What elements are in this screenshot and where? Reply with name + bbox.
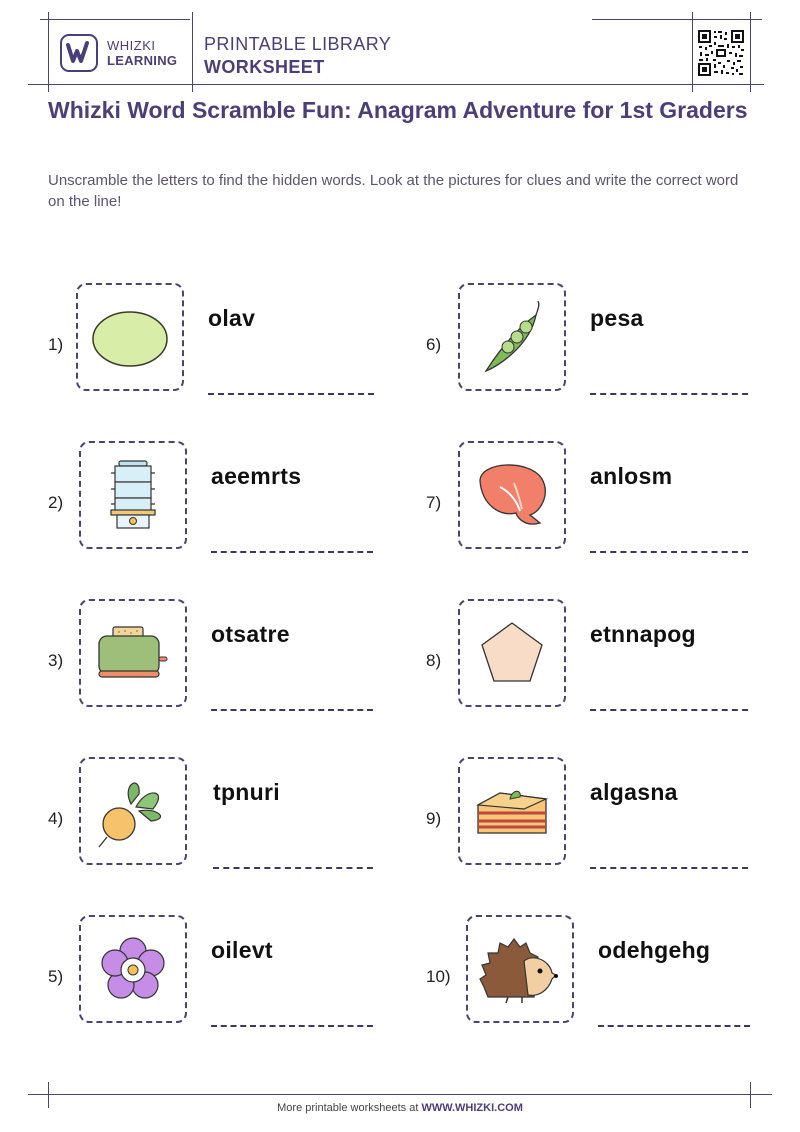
answer-line[interactable]: [211, 709, 373, 711]
answer-line[interactable]: [211, 551, 373, 553]
header-divider-mid: [192, 12, 193, 92]
item-number: 6): [426, 335, 442, 354]
exercise-item-9: [426, 757, 786, 877]
worksheet-instructions: Unscramble the letters to find the hidden words. Look at the pictures for clues and write the correct word on the line!: [48, 172, 739, 210]
exercise-item-7: [426, 441, 786, 561]
scrambled-word: otsatre: [211, 621, 290, 647]
item-number: 3): [48, 651, 64, 670]
item-number: 5): [48, 967, 64, 986]
scrambled-word: pesa: [590, 305, 644, 331]
brand-name-top: WHIZKI: [107, 38, 156, 53]
exercise-item-2: [48, 441, 408, 561]
salmon-steak-icon: [458, 441, 566, 549]
header-divider-far-right: [750, 12, 751, 92]
item-number: 8): [426, 651, 442, 670]
answer-line[interactable]: [208, 393, 374, 395]
exercise-item-10: [426, 915, 786, 1035]
qr-code-icon[interactable]: [697, 29, 745, 77]
oval-icon: [76, 283, 184, 391]
header-top-rule-right: [592, 19, 762, 20]
worksheet-title: Whizki Word Scramble Fun: Anagram Adventure for 1st Graders: [48, 97, 748, 123]
scrambled-word: anlosm: [590, 463, 673, 489]
item-number: 7): [426, 493, 442, 512]
exercise-item-8: [426, 599, 786, 719]
footer-text: [0, 1102, 800, 1114]
answer-line[interactable]: [590, 393, 748, 395]
scrambled-word: tpnuri: [213, 779, 280, 805]
scrambled-word: etnnapog: [590, 621, 696, 647]
exercise-item-4: [48, 757, 408, 877]
header-divider-right: [692, 12, 693, 92]
answer-line[interactable]: [590, 867, 748, 869]
pentagon-icon: [458, 599, 566, 707]
peas-pod-icon: [458, 283, 566, 391]
violet-flower-icon: [79, 915, 187, 1023]
item-number: 4): [48, 809, 64, 828]
exercise-item-5: [48, 915, 408, 1035]
footer-rule: [28, 1094, 772, 1095]
scrambled-word: olav: [208, 305, 256, 331]
footer-site-link[interactable]: WWW.WHIZKI.COM: [421, 1102, 523, 1114]
toaster-icon: [79, 599, 187, 707]
answer-line[interactable]: [211, 1025, 373, 1027]
whizki-w-logo-icon: [60, 34, 98, 72]
steamer-icon: [79, 441, 187, 549]
answer-line[interactable]: [590, 551, 748, 553]
library-subtitle: WORKSHEET: [204, 57, 325, 77]
header-top-rule-left: [40, 19, 190, 20]
item-number: 9): [426, 809, 442, 828]
item-number: 10): [426, 967, 451, 986]
scrambled-word: algasna: [590, 779, 678, 805]
answer-line[interactable]: [598, 1025, 750, 1027]
lasagna-icon: [458, 757, 566, 865]
turnip-icon: [79, 757, 187, 865]
item-number: 1): [48, 335, 64, 354]
library-title: PRINTABLE LIBRARY: [204, 34, 392, 54]
scrambled-word: odehgehg: [598, 937, 711, 963]
header-bottom-rule: [28, 84, 764, 85]
header-divider-left: [48, 12, 49, 92]
answer-line[interactable]: [590, 709, 748, 711]
exercise-item-3: [48, 599, 408, 719]
brand-name-bottom: LEARNING: [107, 53, 178, 68]
item-number: 2): [48, 493, 64, 512]
scrambled-word: oilevt: [211, 937, 273, 963]
scrambled-word: aeemrts: [211, 463, 302, 489]
hedgehog-icon: [466, 915, 574, 1023]
exercise-item-6: [426, 283, 786, 403]
footer-prefix: More printable worksheets at: [277, 1102, 422, 1114]
exercise-item-1: [48, 283, 408, 403]
answer-line[interactable]: [213, 867, 373, 869]
